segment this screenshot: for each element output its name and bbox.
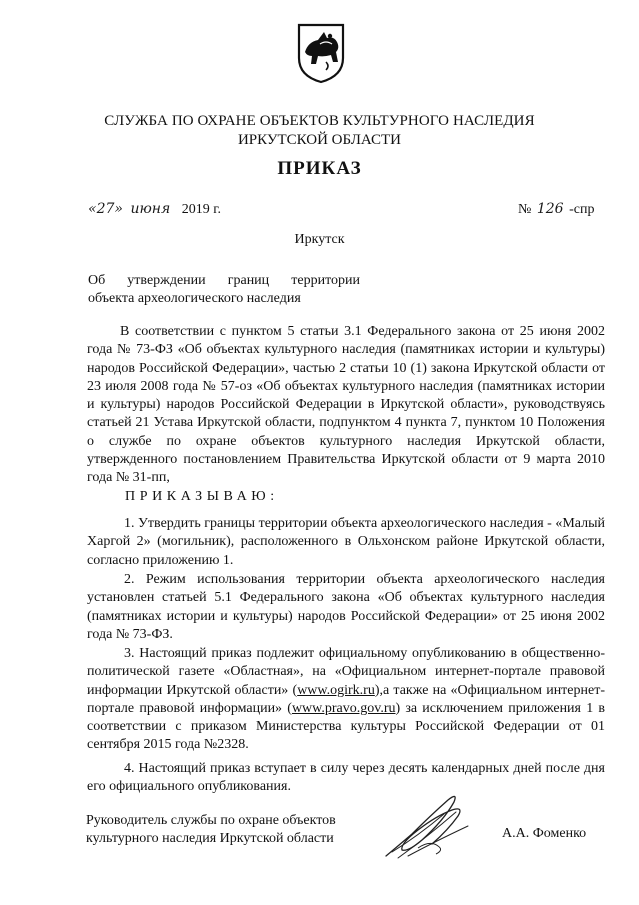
date-month: июня — [130, 201, 171, 217]
document-city: Иркутск — [294, 232, 345, 247]
number-suffix: -спр — [569, 202, 595, 217]
date-year: 2019 г. — [181, 202, 221, 217]
pravo-link[interactable]: www.pravo.gov.ru — [291, 700, 396, 716]
irkutsk-coat-of-arms-icon — [296, 22, 346, 84]
number-value: 126 — [536, 201, 564, 217]
item3-text-a: 3. Настоящий приказ подлежит официальному опубликованию в общественно-политической газете «Областная», на «Официальном интернет-портале правовой информации Иркутской области» ( — [87, 646, 605, 698]
item3-text-c: ) за исключением приложения 1 в соответствии с приказом Министерства культуры Российской Федерации от 01 сентября 2015 года №2328. — [87, 700, 606, 753]
order-item-1: 1. Утвердить границы территории объекта археологического наследия - «Малый Харгой 2» (могильник), расположенного в Ольхонском районе Иркутской области, согласно приложению 1. — [87, 516, 605, 568]
subject-line1: Об утверждении границ территории — [88, 273, 360, 288]
signatory-position-line1: Руководитель службы по охране объектов — [86, 813, 336, 828]
date-day: «27» — [88, 201, 123, 217]
handwritten-signature-icon — [378, 786, 478, 866]
signatory-name: А.А. Фоменко — [502, 826, 587, 841]
number-prefix: № — [518, 202, 532, 217]
order-item-3 — [87, 645, 605, 755]
document-date — [88, 201, 221, 218]
document-number — [518, 201, 594, 218]
item3-text-b: ),а также на «Официальном интернет-портале правовой информации» ( — [87, 682, 606, 716]
signatory-position-line2: культурного наследия Иркутской области — [86, 831, 334, 846]
preamble-paragraph: В соответствии с пунктом 5 статьи 3.1 Федерального закона от 25 июня 2002 года № 73-ФЗ «Об объектах культурного наследия (памятниках истории и культуры) народов Российской Федерации», частью 2 статьи 10 (1) закона Иркутской области от 23 июля 2008 года № 57-оз «Об объектах культурного наследия (памятниках истории и культуры) народов Российской Федерации в Иркутской области», руководствуясь статьей 21 Устава Иркутской области, подпунктом 4 пункта 7, пунктом 10 Положения о службе по охране объектов культурного наследия Иркутской области, утвержденного постановлением Правительства Иркутской области от 9 марта 2010 года № 31-пп, — [87, 324, 605, 486]
document-type-title: ПРИКАЗ — [277, 158, 362, 179]
ogirk-link[interactable]: www.ogirk.ru — [297, 682, 375, 698]
orders-heading: ПРИКАЗЫВАЮ: — [125, 489, 279, 504]
order-item-4: 4. Настоящий приказ вступает в силу через десять календарных дней после дня его официального опубликования. — [87, 761, 605, 795]
organization-name-line2: ИРКУТСКОЙ ОБЛАСТИ — [237, 132, 402, 148]
order-item-2: 2. Режим использования территории объекта археологического наследия установлен статьей 5.1 Федерального закона «Об объектах культурного наследия (памятниках истории и культуры) народов Российской Федерации» от 25 июня 2002 года № 73-ФЗ. — [87, 572, 605, 642]
organization-name-line1: СЛУЖБА ПО ОХРАНЕ ОБЪЕКТОВ КУЛЬТУРНОГО НАСЛЕДИЯ — [104, 113, 535, 129]
subject-line2: объекта археологического наследия — [88, 291, 301, 306]
